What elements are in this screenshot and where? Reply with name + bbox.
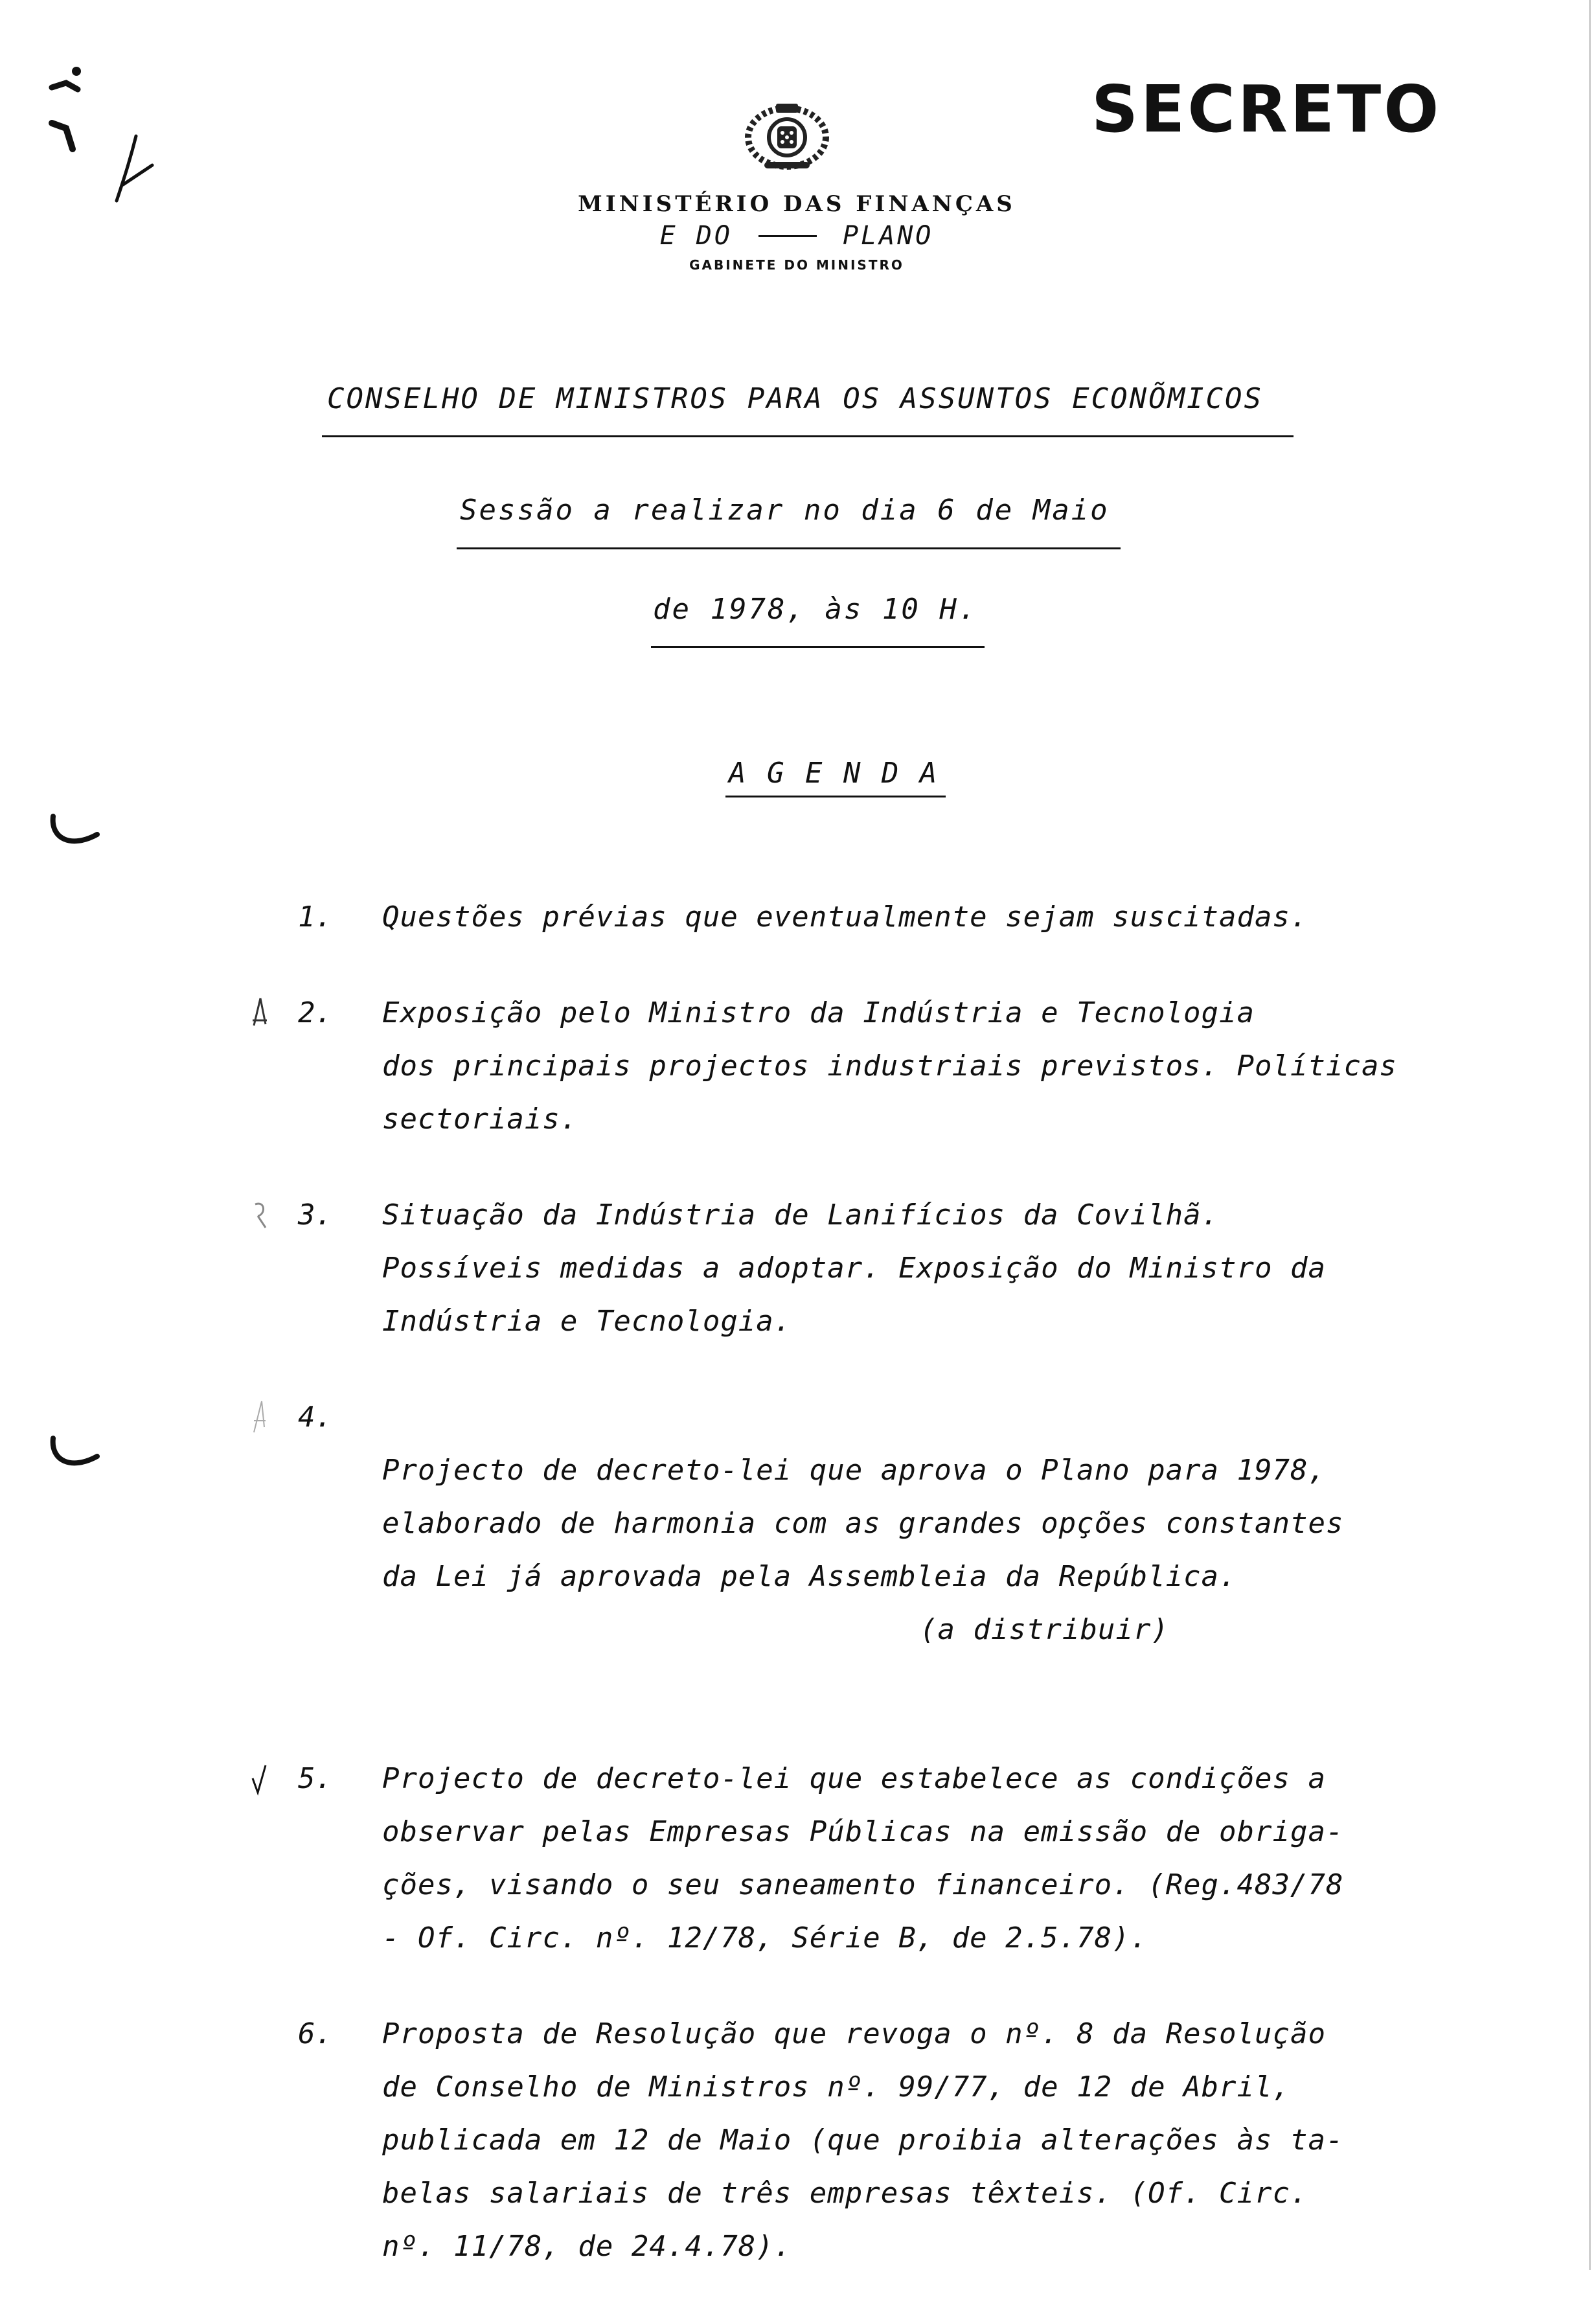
agenda-item bbox=[298, 2008, 1483, 2273]
agenda-title-underline bbox=[725, 796, 946, 797]
punch-hole-mark bbox=[45, 1432, 104, 1477]
agenda-item-text: Situação da Indústria de Lanifícios da Covilhã. Possíveis medidas a adoptar. Exposição do Ministro da Indústria e Tecnologia. bbox=[382, 1198, 1326, 1338]
agenda-title: A G E N D A bbox=[729, 757, 939, 790]
agenda-item bbox=[298, 891, 1483, 944]
coat-of-arms-icon bbox=[738, 97, 836, 178]
page-edge bbox=[1589, 0, 1591, 2270]
session-date-line2-underline bbox=[651, 646, 985, 648]
agenda-item-text: Proposta de Resolução que revoga o nº. 8 da Resolução de Conselho de Ministros nº. 99/77, de 12 de Abril, publicada em 12 de Maio (que proibia alterações às ta- belas salariais de três empresas têxteis. (Of. Circ. nº. 11/78, de 24.4.78). bbox=[382, 2017, 1344, 2263]
session-date-line1: Sessão a realizar no dia 6 de Maio bbox=[460, 494, 1110, 527]
agenda-item bbox=[298, 1189, 1483, 1348]
handwritten-check-icon bbox=[246, 1759, 272, 1798]
agenda-item bbox=[298, 987, 1483, 1146]
agenda-item-body bbox=[382, 1391, 1343, 1710]
agenda-item bbox=[298, 1752, 1483, 1965]
agenda-item-number: 6. bbox=[298, 2017, 332, 2050]
agenda-item-number: 3. bbox=[298, 1198, 332, 1232]
agenda-item-number: 1. bbox=[298, 900, 332, 934]
handwritten-check-icon bbox=[246, 1397, 272, 1436]
ministry-subname-left: E DO bbox=[659, 221, 733, 251]
handwritten-mark bbox=[26, 52, 175, 220]
agenda-item bbox=[298, 1391, 1483, 1710]
agenda-item-note: (a distribuir) bbox=[920, 1613, 1169, 1646]
agenda-list bbox=[298, 891, 1483, 2316]
agenda-item-number: 5. bbox=[298, 1762, 332, 1795]
handwritten-check-icon bbox=[246, 993, 272, 1032]
agenda-item-text: Projecto de decreto-lei que aprova o Plano para 1978, elaborado de harmonia com as grandes opções constantes da Lei já aprovada pela Assembleia da República. bbox=[382, 1454, 1344, 1593]
agenda-item-text: Projecto de decreto-lei que estabelece as condições a observar pelas Empresas Públicas na emissão de obriga- ções, visando o seu saneamento financeiro. (Reg.483/78 - Of. Circ. nº. 12/78, Série B, de 2.5.78). bbox=[382, 1762, 1344, 1955]
ministry-subname bbox=[570, 221, 1023, 251]
council-title-underline bbox=[322, 435, 1294, 437]
secret-stamp: SECRETO bbox=[1091, 71, 1442, 147]
agenda-item-text: Exposição pelo Ministro da Indústria e Tecnologia dos principais projectos industriais previstos. Políticas sectoriais. bbox=[382, 996, 1397, 1136]
ministry-subname-right: PLANO bbox=[842, 221, 934, 251]
agenda-item-text: Questões prévias que eventualmente sejam suscitadas. bbox=[382, 900, 1308, 934]
session-date-line2: de 1978, às 10 H. bbox=[653, 593, 978, 626]
session-date-line1-underline bbox=[457, 547, 1121, 549]
handwritten-check-icon bbox=[246, 1195, 272, 1234]
ministry-header bbox=[570, 191, 1023, 273]
punch-hole-mark bbox=[45, 810, 104, 855]
agenda-item-number: 4. bbox=[298, 1401, 332, 1434]
agenda-item-number: 2. bbox=[298, 996, 332, 1029]
ministry-name: MINISTÉRIO DAS FINANÇAS bbox=[578, 191, 1016, 217]
dash-divider bbox=[758, 235, 817, 237]
council-title: CONSELHO DE MINISTROS PARA OS ASSUNTOS ECONÕMICOS bbox=[327, 382, 1264, 415]
cabinet-name: GABINETE DO MINISTRO bbox=[689, 257, 904, 273]
